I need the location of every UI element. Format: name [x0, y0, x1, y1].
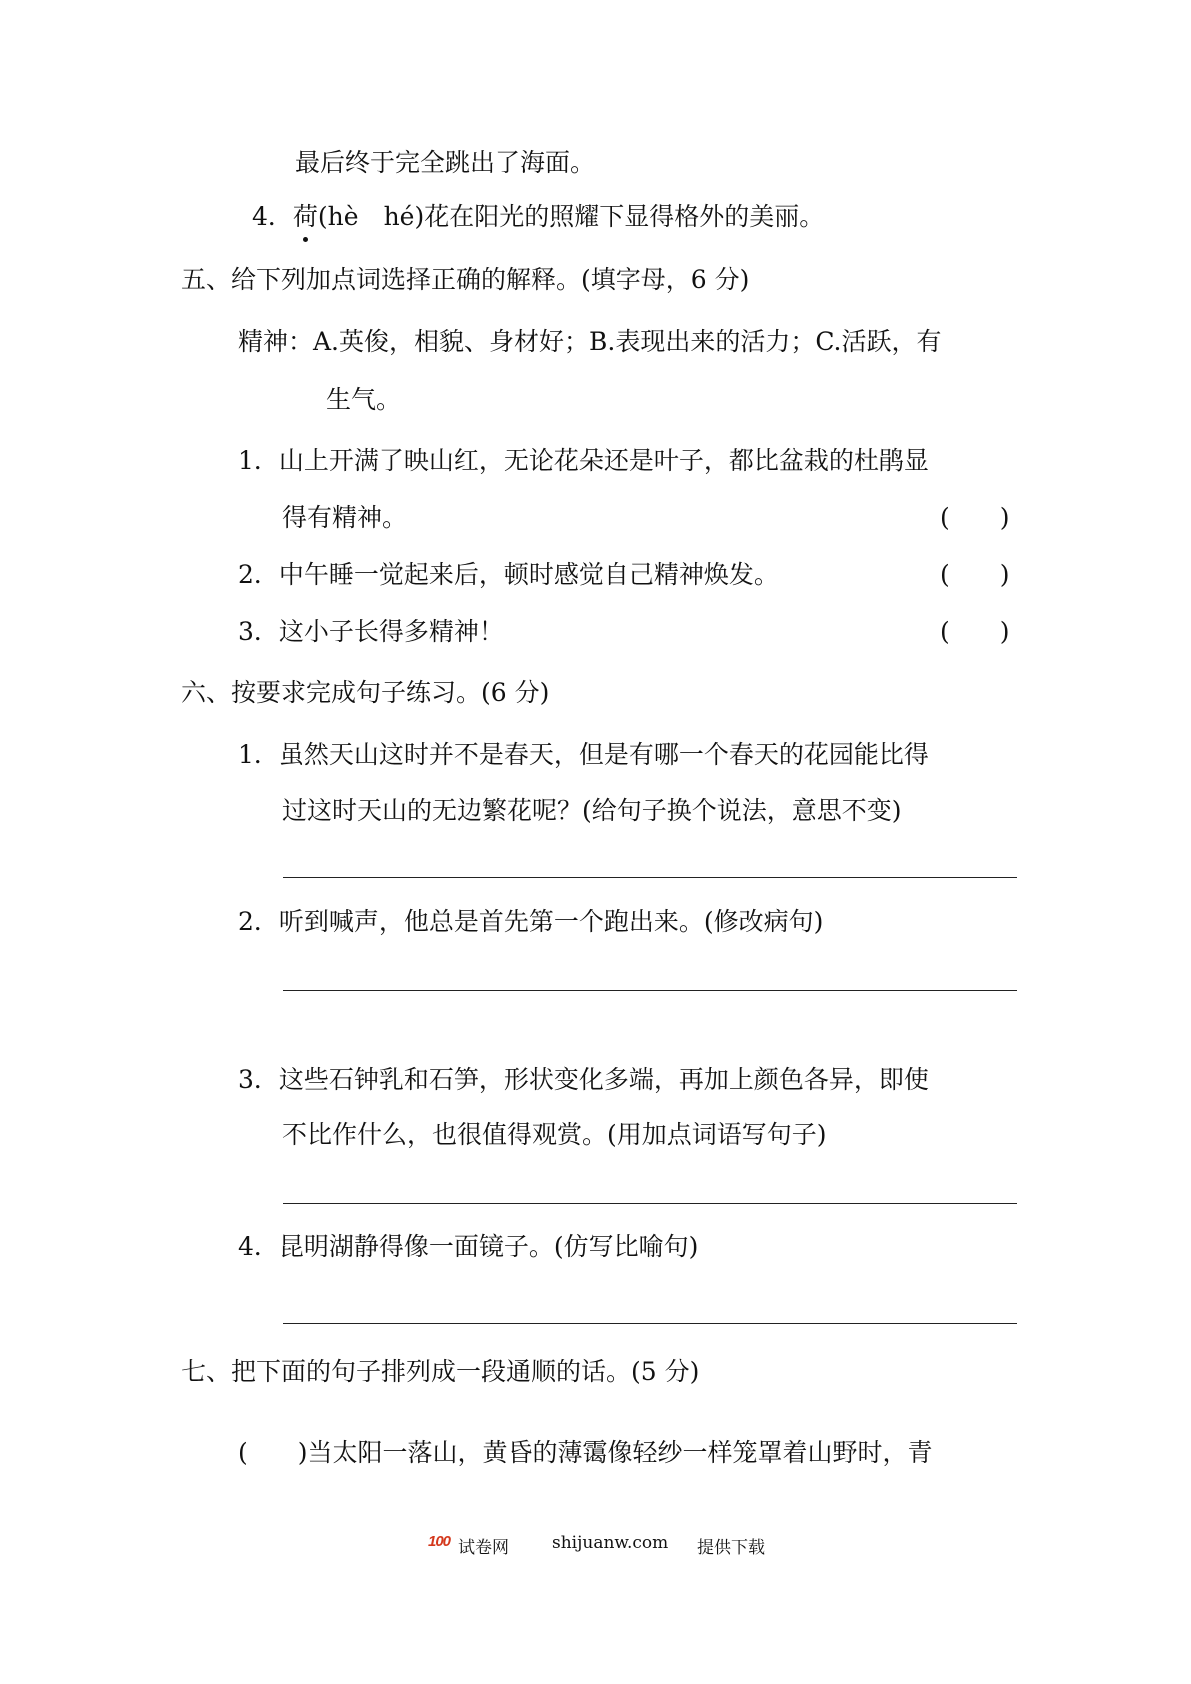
s5-question-1: 1．山上开满了映山红，无论花朵还是叶子，都比盆栽的杜鹃显: [238, 446, 929, 475]
pinyin-choice: (hè hé): [317, 202, 425, 231]
s5-question-1-cont: 得有精神。: [282, 503, 408, 532]
q3-continuation: 最后终于完全跳出了海面。: [295, 148, 596, 177]
site-url[interactable]: shijuanw.com: [552, 1533, 669, 1553]
s7-sentence-1: ( )当太阳一落山，黄昏的薄霭像轻纱一样笼罩着山野时，青: [238, 1438, 933, 1467]
section-5-heading: 五、给下列加点词选择正确的解释。(填字母，6 分): [181, 265, 750, 294]
s6-question-3: 3．这些石钟乳和石笋，形状变化多端，再加上颜色各异，即使: [238, 1065, 929, 1094]
question-number: 4．: [252, 202, 293, 231]
page-footer: [0, 1529, 1191, 1561]
question-4-pinyin: [252, 200, 824, 234]
s6-question-1-cont: 过这时天山的无边繁花呢？(给句子换个说法，意思不变): [282, 796, 902, 825]
answer-line[interactable]: [283, 877, 1017, 878]
s5-question-3: 3．这小子长得多精神！: [238, 617, 504, 646]
logo-100: 100: [428, 1533, 451, 1550]
answer-line[interactable]: [283, 990, 1017, 991]
answer-paren[interactable]: ( ): [940, 503, 1010, 532]
site-name: 试卷网: [458, 1538, 509, 1558]
answer-paren[interactable]: ( ): [940, 617, 1010, 646]
definition-line-cont: 生气。: [326, 385, 402, 414]
definition-line: 精神：A.英俊，相貌、身材好；B.表现出来的活力；C.活跃，有: [238, 327, 942, 356]
answer-line[interactable]: [283, 1323, 1017, 1324]
answer-line[interactable]: [283, 1203, 1017, 1204]
download-note: 提供下载: [697, 1538, 765, 1558]
question-text: 花在阳光的照耀下显得格外的美丽。: [424, 202, 825, 231]
s6-question-1: 1．虽然天山这时并不是春天，但是有哪一个春天的花园能比得: [238, 740, 929, 769]
answer-paren[interactable]: ( ): [940, 560, 1010, 589]
s6-question-4: 4．昆明湖静得像一面镜子。(仿写比喻句): [238, 1232, 699, 1261]
section-6-heading: 六、按要求完成句子练习。(6 分): [181, 678, 550, 707]
s6-question-2: 2．听到喊声，他总是首先第一个跑出来。(修改病句): [238, 907, 824, 936]
s5-question-2: 2．中午睡一觉起来后，顿时感觉自己精神焕发。: [238, 560, 779, 589]
s6-question-3-cont: 不比作什么，也很值得观赏。(用加点词语写句子): [282, 1120, 827, 1149]
section-7-heading: 七、把下面的句子排列成一段通顺的话。(5 分): [181, 1357, 700, 1386]
dotted-character: 荷: [293, 200, 318, 234]
